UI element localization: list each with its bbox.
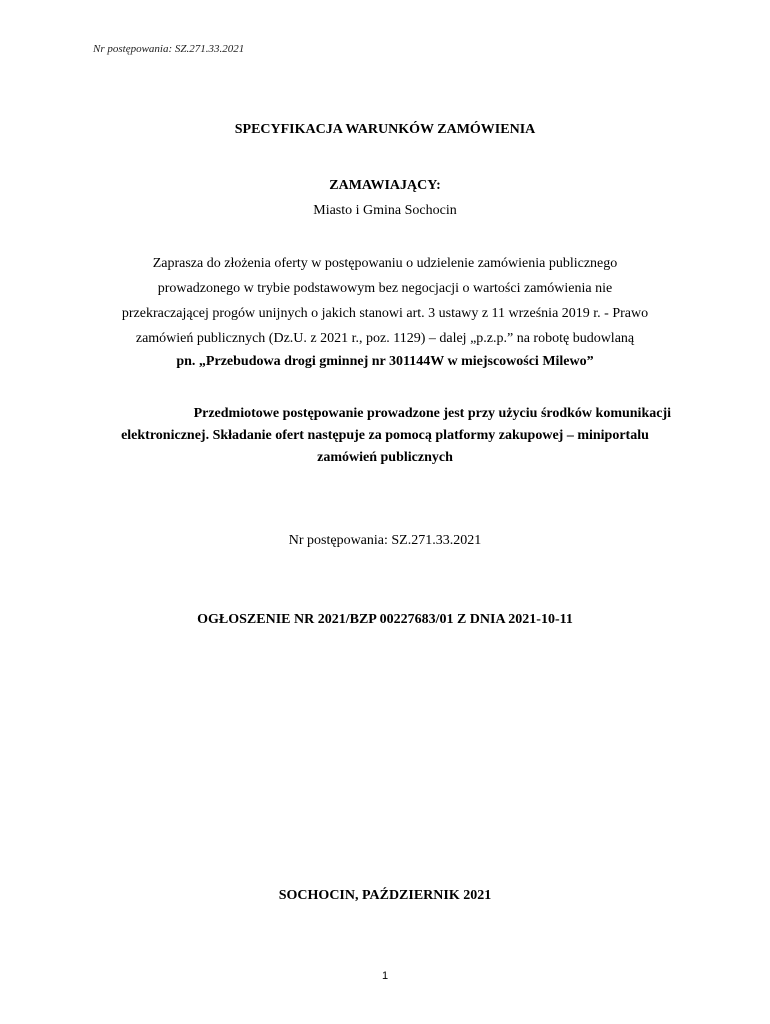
orderer-label: ZAMAWIAJĄCY: bbox=[329, 178, 441, 193]
header-procedure-reference: Nr postępowania: SZ.271.33.2021 bbox=[93, 43, 245, 55]
document-title: SPECYFIKACJA WARUNKÓW ZAMÓWIENIA bbox=[234, 122, 536, 137]
page-number: 1 bbox=[381, 970, 389, 982]
invitation-line: przekraczającej progów unijnych o jakich stanowi art. 3 ustawy z 11 września 2019 r. - Prawo bbox=[121, 306, 649, 321]
electronic-note-line: elektronicznej. Składanie ofert następuje za pomocą platformy zakupowej – miniportalu bbox=[121, 428, 649, 443]
invitation-line: prowadzonego w trybie podstawowym bez negocjacji o wartości zamówienia nie bbox=[157, 281, 613, 296]
place-and-date: SOCHOCIN, PAŹDZIERNIK 2021 bbox=[278, 888, 492, 903]
invitation-paragraph bbox=[85, 251, 685, 351]
electronic-communication-note bbox=[85, 403, 685, 469]
invitation-line: zamówień publicznych (Dz.U. z 2021 r., poz. 1129) – dalej „p.z.p.” na robotę budowlaną bbox=[135, 331, 635, 346]
invitation-line: Zaprasza do złożenia oferty w postępowaniu o udzielenie zamówienia publicznego bbox=[152, 256, 618, 271]
electronic-note-line: zamówień publicznych bbox=[317, 450, 453, 465]
project-name: pn. „Przebudowa drogi gminnej nr 301144W w miejscowości Milewo” bbox=[176, 354, 594, 369]
electronic-note-line: Przedmiotowe postępowanie prowadzone jest przy użyciu środków komunikacji bbox=[193, 406, 671, 421]
procedure-number: Nr postępowania: SZ.271.33.2021 bbox=[288, 533, 482, 548]
orderer-name: Miasto i Gmina Sochocin bbox=[313, 203, 457, 218]
announcement-number: OGŁOSZENIE NR 2021/BZP 00227683/01 Z DNIA 2021-10-11 bbox=[197, 612, 573, 627]
